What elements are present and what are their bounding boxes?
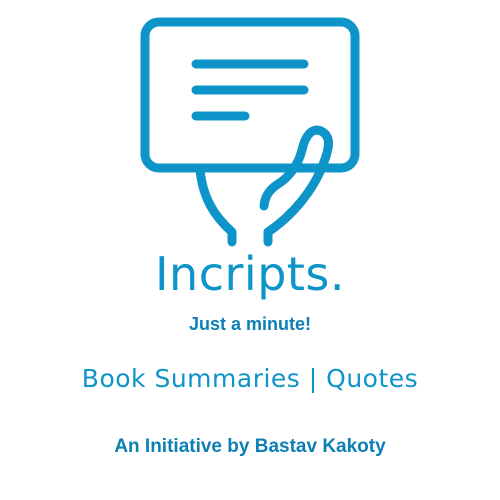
card-outline: [145, 22, 355, 168]
initiative-credit: An Initiative by Bastav Kakoty: [114, 436, 386, 457]
brand-name: Incripts.: [154, 247, 346, 301]
hand-thumb: [264, 130, 329, 242]
hand-left-edge: [200, 170, 232, 242]
tagline: Just a minute!: [188, 314, 312, 334]
subtitle: Book Summaries | Quotes: [81, 364, 419, 393]
